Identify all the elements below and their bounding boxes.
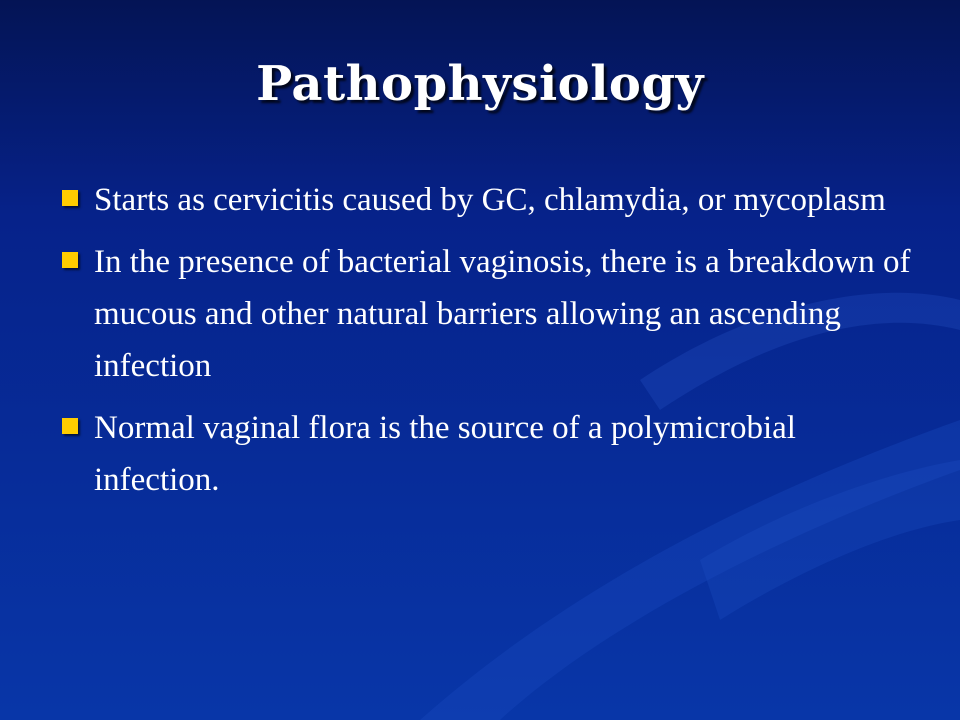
bullet-item [60,174,920,226]
bullet-list [60,180,920,522]
bullet-text: Normal vaginal flora is the source of a polymicrobial infection. [94,410,796,498]
slide-title: Pathophysiology [256,56,704,112]
bullet-square-icon [62,190,78,206]
bullet-text: Starts as cervicitis caused by GC, chlamydia, or mycoplasm [94,182,886,218]
bullet-text: In the presence of bacterial vaginosis, there is a breakdown of mucous and other natural barriers allowing an ascending infection [94,244,911,384]
bullet-square-icon [62,252,78,268]
bullet-square-icon [62,418,78,434]
bullet-item [60,236,920,392]
bullet-item [60,402,920,506]
